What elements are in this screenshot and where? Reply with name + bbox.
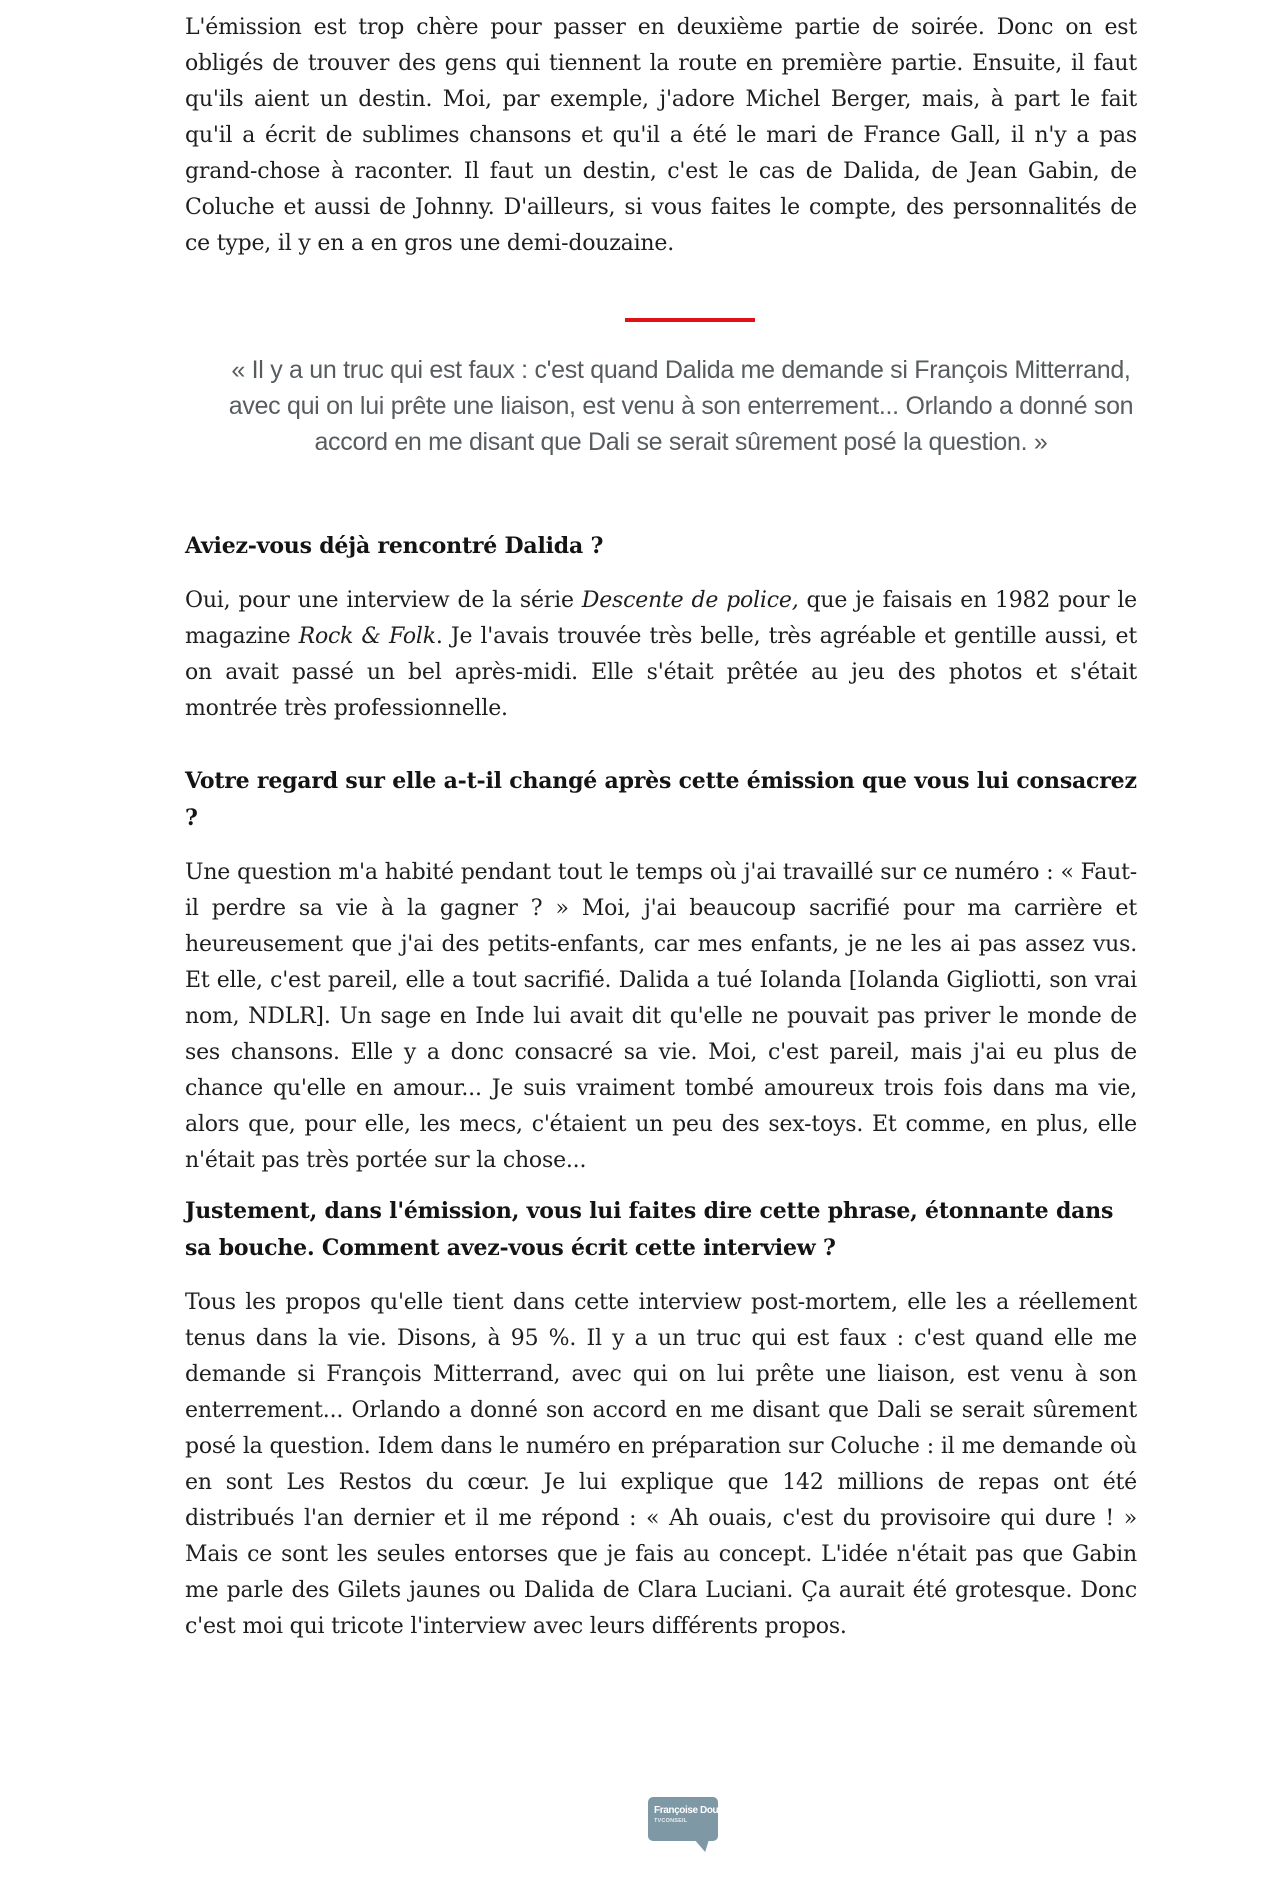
pull-quote: « Il y a un truc qui est faux : c'est quand Dalida me demande si François Mitterrand, avec qui on lui prête une liaison, est venu à son enterrement... Orlando a donné son accord en me disant que Dali se serait sûrement posé la question. » [228,356,1134,456]
red-divider [625,318,755,322]
logo-subtitle: TVCONSEIL [654,1818,688,1824]
interview-answer-3: Tous les propos qu'elle tient dans cette interview post-mortem, elle les a réellement tenus dans la vie. Disons, à 95 %. Il y a un truc qui est faux : c'est quand elle me demande si François Mitterrand, avec qui on lui prête une liaison, est venu à son enterrement... Orlando a donné son accord en me disant que Dali se serait sûrement posé la question. Idem dans le numéro en préparation sur Coluche : il me demande où en sont Les Restos du cœur. Je lui explique que 142 millions de repas ont été distribués l'an dernier et il me répond : « Ah ouais, c'est du provisoire qui dure ! » Mais ce sont les seules entorses que je fais au concept. L'idée n'était pas que Gabin me parle des Gilets jaunes ou Dalida de Clara Luciani. Ça aurait été grotesque. Donc c'est moi qui tricote l'interview avec leurs différents propos. [185,1290,1137,1639]
interview-question-2: Votre regard sur elle a-t-il changé après cette émission que vous lui consacrez ? [185,768,1137,831]
article-content [185,10,1137,1645]
speech-bubble-icon [648,1797,724,1841]
interview-answer-1: Oui, pour une interview de la série Descente de police, que je faisais en 1982 pour le magazine Rock & Folk. Je l'avais trouvée très belle, très agréable et gentille aussi, et on avait passé un bel après-midi. Elle s'était prêtée au jeu des photos et s'était montrée très professionnelle. [185,588,1137,721]
logo-name: Françoise Doux [654,1805,724,1816]
tvconseil-logo [648,1797,724,1841]
interview-question-1: Aviez-vous déjà rencontré Dalida ? [185,533,604,559]
interview-question-3: Justement, dans l'émission, vous lui faites dire cette phrase, étonnante dans sa bouche. Comment avez-vous écrit cette interview ? [185,1198,1114,1261]
speech-bubble-tail-icon [693,1840,709,1852]
interview-answer-2: Une question m'a habité pendant tout le temps où j'ai travaillé sur ce numéro : « Faut-il perdre sa vie à la gagner ? » Moi, j'ai beaucoup sacrifié pour ma carrière et heureusement que j'ai des petits-enfants, car mes enfants, je ne les ai pas assez vus. Et elle, c'est pareil, elle a tout sacrifié. Dalida a tué Iolanda [Iolanda Gigliotti, son vrai nom, NDLR]. Un sage en Inde lui avait dit qu'elle ne pouvait pas priver le monde de ses chansons. Elle y a donc consacré sa vie. Moi, c'est pareil, mais j'ai eu plus de chance qu'elle en amour... Je suis vraiment tombé amoureux trois fois dans ma vie, alors que, pour elle, les mecs, c'étaient un peu des sex-toys. Et comme, en plus, elle n'était pas très portée sur la chose... [185,860,1137,1173]
intro-paragraph: L'émission est trop chère pour passer en deuxième partie de soirée. Donc on est obligés de trouver des gens qui tiennent la route en première partie. Ensuite, il faut qu'ils aient un destin. Moi, par exemple, j'adore Michel Berger, mais, à part le fait qu'il a écrit de sublimes chansons et qu'il a été le mari de France Gall, il n'y a pas grand-chose à raconter. Il faut un destin, c'est le cas de Dalida, de Jean Gabin, de Coluche et aussi de Johnny. D'ailleurs, si vous faites le compte, des personnalités de ce type, il y en a en gros une demi-douzaine. [185,15,1137,256]
